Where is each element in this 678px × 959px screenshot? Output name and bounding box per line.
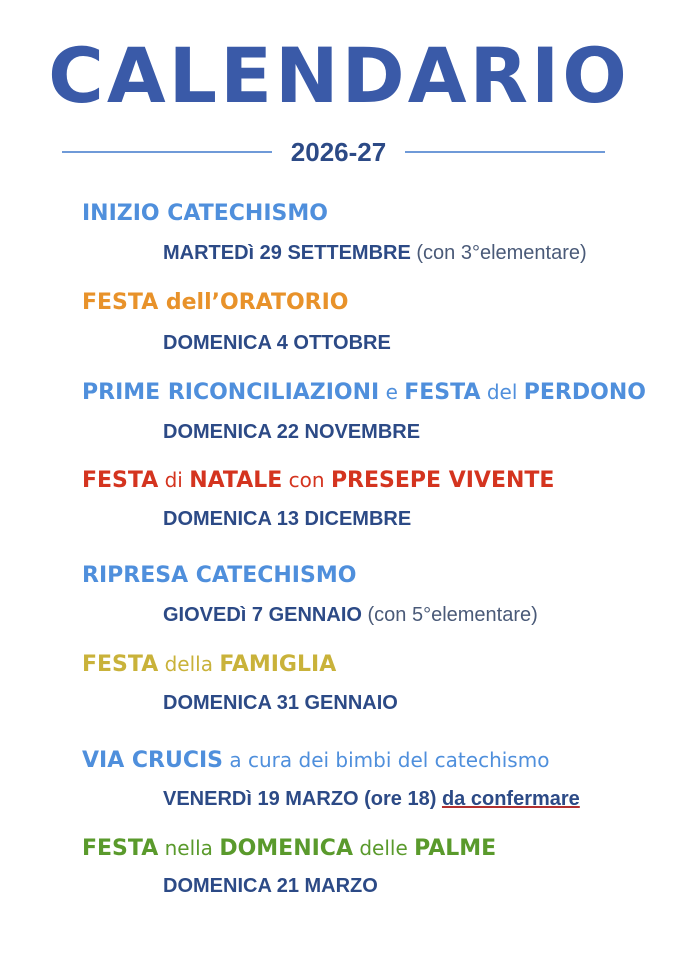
heading-connector: delle [352,836,415,860]
to-be-confirmed-label: da confermare [441,788,580,810]
event-date [163,873,378,899]
heading-text: RIPRESA CATECHISMO [82,563,357,588]
heading-connector: della [158,652,220,676]
event-date [163,240,587,266]
event-heading [82,466,554,495]
heading-text: PERDONO [523,380,646,405]
right-divider [405,151,605,153]
heading-connector: nella [158,836,220,860]
heading-connector: di [158,468,190,492]
event-date [163,330,391,356]
event-heading [82,650,336,679]
event-date [163,690,398,716]
event-heading [82,562,356,590]
date-text: GIOVEDì 7 GENNAIO [163,604,362,626]
date-text: DOMENICA 13 DICEMBRE [163,508,412,530]
heading-text: FESTA [404,380,481,405]
event-heading [82,834,496,863]
date-text: DOMENICA 21 MARZO [163,875,378,897]
date-text: VENERDì 19 MARZO (ore 18) [163,788,437,810]
event-heading [82,378,646,407]
event-heading [82,200,328,228]
heading-text: FAMIGLIA [219,652,337,677]
heading-text: FESTA [82,836,159,861]
date-text: DOMENICA 31 GENNAIO [163,692,398,714]
heading-text: PALME [414,836,497,861]
event-date [163,786,580,812]
left-divider [62,151,272,153]
heading-connector: e [379,380,405,404]
event-date [163,602,538,628]
heading-text: FESTA dell’ORATORIO [82,290,349,315]
heading-text: VIA CRUCIS [82,748,224,773]
heading-text: FESTA [82,468,159,493]
heading-text: PRESEPE VIVENTE [330,468,555,493]
heading-text: INIZIO CATECHISMO [82,201,328,226]
date-note: (con 3°elementare) [416,242,587,264]
heading-connector: a cura dei bimbi del catechismo [223,748,550,772]
date-note: (con 5°elementare) [367,604,538,626]
year-header [0,136,678,168]
heading-text: FESTA [82,652,159,677]
heading-text: NATALE [189,468,283,493]
school-year: 2026-27 [290,137,387,167]
heading-connector: del [480,380,524,404]
heading-text: DOMENICA [219,836,353,861]
event-heading [82,289,349,317]
event-date [163,506,411,532]
date-text: MARTEDì 29 SETTEMBRE [163,242,411,264]
heading-text: PRIME RICONCILIAZIONI [82,380,380,405]
event-heading [82,746,549,775]
event-date [163,419,420,445]
date-text: DOMENICA 22 NOVEMBRE [163,421,421,443]
page-title: CALENDARIO [48,31,630,120]
date-text: DOMENICA 4 OTTOBRE [163,332,391,354]
heading-connector: con [282,468,331,492]
